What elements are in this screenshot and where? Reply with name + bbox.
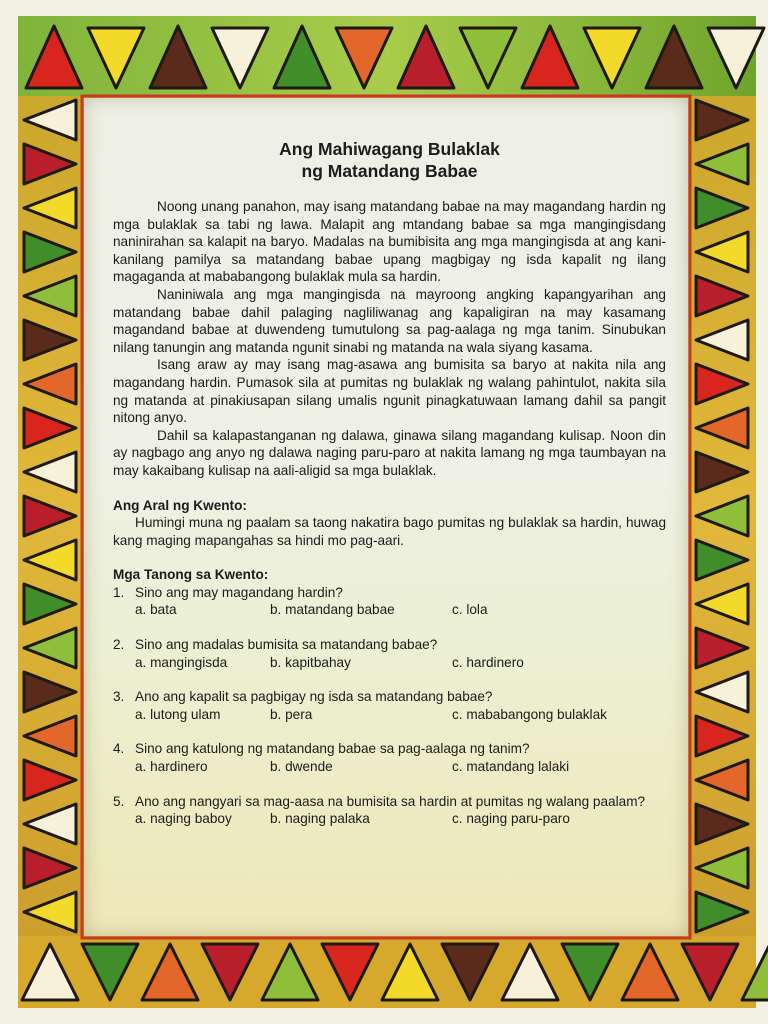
question-text: Sino ang may magandang hardin?	[135, 584, 343, 600]
question-4	[113, 740, 666, 775]
story-paragraph-2: Naniniwala ang mga mangingisda na mayroong angking kapangyarihan ang matandang babae dahil palaging nagliliwanag ang kapaligiran na may kasamang magandand babae at duwendeng tumutulong sa pag-aalaga ng mga tanim. Sinubukan nilang tanungin ang matanda ngunit sinabi ng matanda na wala siyang kasama.	[113, 286, 666, 355]
choice-c: c. lola	[452, 602, 488, 618]
document-content	[113, 138, 666, 845]
choice-a: a. mangingisda	[135, 654, 228, 670]
story-paragraph-3: Isang araw ay may isang mag-asawa ang bumisita sa baryo at nakita nila ang magandang hardin. Pumasok sila at pumitas ng bulaklak ng walang pahintulot, nakita sila ng matanda at pinakiusapan silang umalis ngunit pinagkatuwaan lamang dahil sa pangit nitong anyo.	[113, 357, 666, 426]
choice-b: b. matandang babae	[270, 602, 395, 618]
question-5	[113, 793, 666, 828]
story-paragraph-1: Noong unang panahon, may isang matandang babae na may magandang hardin ng mga bulaklak sa tabi ng lawa. Malapit ang mtandang babae sa mga mangingisdang naninirahan sa kalapit na baryo. Madalas na bumibisita ang mga mangingisda at ang kani-kanilang pamilya sa matandang babae upang magbigay ng isda kapalit ng ilang magaganda at mababangong bulaklak mula sa hardin.	[113, 199, 666, 285]
question-3	[113, 688, 666, 723]
choice-b: b. dwende	[270, 759, 333, 775]
choice-a: a. lutong ulam	[135, 706, 221, 722]
moral-heading: Ang Aral ng Kwento:	[113, 497, 247, 513]
choice-b: b. kapitbahay	[270, 654, 351, 670]
title-line-1: Ang Mahiwagang Bulaklak	[279, 139, 500, 159]
question-number: 4.	[113, 741, 125, 757]
choice-c: c. naging paru-paro	[452, 811, 570, 827]
moral-text: Humingi muna ng paalam sa taong nakatira bago pumitas ng bulaklak sa hardin, huwag kang maging mapangahas sa hindi mo pag-aari.	[113, 515, 666, 548]
question-text: Sino ang katulong ng matandang babae sa pag-aalaga ng tanim?	[135, 741, 530, 757]
choice-b: b. pera	[270, 706, 313, 722]
questions-heading: Mga Tanong sa Kwento:	[113, 567, 269, 583]
choice-c: c. matandang lalaki	[452, 759, 570, 775]
title-line-2: ng Matandang Babae	[301, 161, 478, 181]
story-title	[113, 138, 666, 182]
question-2	[113, 636, 666, 671]
question-text: Ano ang kapalit sa pagbigay ng isda sa matandang babae?	[135, 689, 493, 705]
question-number: 3.	[113, 689, 125, 705]
question-number: 5.	[113, 793, 125, 809]
question-number: 1.	[113, 584, 125, 600]
story-paragraph-4: Dahil sa kalapastanganan ng dalawa, ginawa silang magandang kulisap. Noon din ay nagbago ang anyo ng dalawa naging paru-paro at nakita lamang ng mga taumbayan na may kakaibang kulisap na aali-aligid sa mga bulaklak.	[113, 427, 666, 478]
choice-c: c. hardinero	[452, 654, 524, 670]
choice-b: b. naging palaka	[270, 811, 370, 827]
question-text: Sino ang madalas bumisita sa matandang babae?	[135, 637, 438, 653]
choice-c: c. mababangong bulaklak	[452, 706, 607, 722]
choice-a: a. hardinero	[135, 759, 208, 775]
question-number: 2.	[113, 637, 125, 653]
choice-a: a. bata	[135, 602, 177, 618]
question-text: Ano ang nangyari sa mag-aasa na bumisita sa hardin at pumitas ng walang paalam?	[135, 793, 646, 809]
question-list	[113, 584, 666, 828]
choice-a: a. naging baboy	[135, 811, 232, 827]
question-1	[113, 584, 666, 619]
